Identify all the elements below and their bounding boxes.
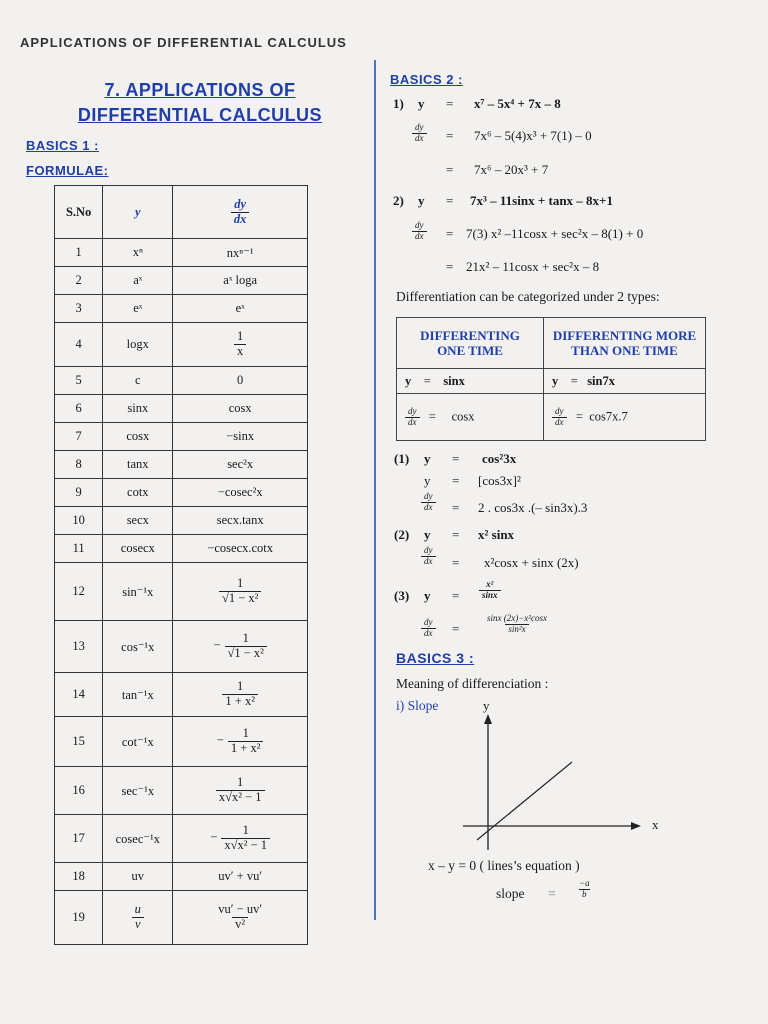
ex1-dy: dy [415, 122, 424, 132]
ex1-expr: x⁷ – 5x⁴ + 7x – 8 [474, 96, 561, 111]
ex1-y: y [418, 96, 425, 111]
row-function: sinx [103, 395, 173, 423]
row-number: 19 [55, 891, 103, 945]
table-row [55, 815, 308, 863]
table-row [55, 863, 308, 891]
row-derivative: nxⁿ⁻¹ [173, 239, 308, 267]
row-number: 9 [55, 479, 103, 507]
table-row [55, 717, 308, 767]
ex2-dydx [412, 221, 427, 242]
ex3c-frac: $\frac{\text{x²}}{\sin x}$ [479, 580, 501, 601]
row-derivative: 0 [173, 367, 308, 395]
ex3b-eq: = [452, 527, 460, 542]
ex3c-res: $\frac{\text{sinx (2x)−x²cosx}}{\text{sin²x}}$ [487, 613, 547, 634]
table-row [55, 891, 308, 945]
ex2-step2: 21x² – 11cosx + sec²x – 8 [466, 259, 600, 274]
ex3a-eq3: = [452, 500, 460, 515]
header-sno: S.No [55, 186, 103, 239]
title-line-2: DIFFERENTIAL CALCULUS [77, 105, 323, 125]
types-c2-eq: y = sin7x [544, 369, 706, 394]
ex2-eq3: = [446, 259, 454, 274]
ex2-expr: 7x³ – 11sinx + tanx – 8x+1 [470, 193, 613, 208]
x-axis-arrow [631, 822, 641, 830]
row-number: 2 [55, 267, 103, 295]
row-derivative: uv′ + vu′ [173, 863, 308, 891]
row-number: 11 [55, 535, 103, 563]
row-derivative: − $\frac{1}{\text{√1 − x²}}$ [173, 621, 308, 673]
table-row [55, 563, 308, 621]
row-derivative: $\frac{1}{\text{x√x² − 1}}$ [173, 767, 308, 815]
ex3b-res: x²cosx + sinx (2x) [484, 555, 579, 570]
ex1-eq3: = [446, 162, 454, 177]
ex1-label: 1) [393, 96, 404, 111]
header-dx: dx [231, 212, 250, 227]
row-number: 5 [55, 367, 103, 395]
row-number: 10 [55, 507, 103, 535]
ex3c-label: (3) [394, 588, 410, 603]
ex3a-res: 2 . cos3x .(– sin3x).3 [478, 500, 588, 515]
table-row [55, 267, 308, 295]
y-axis-arrow [484, 714, 492, 724]
types-c1-deriv: $\frac{dy}{dx}$ = cosx [397, 394, 544, 441]
row-derivative: aˣ loga [173, 267, 308, 295]
title-line-1: 7. APPLICATIONS OF [104, 80, 296, 100]
row-number: 4 [55, 323, 103, 367]
table-row [55, 295, 308, 323]
slope-fraction: $\frac{-a}{b}$ [579, 878, 590, 899]
ex1-dydx [412, 123, 427, 144]
types-col1-head: DIFFERENTING ONE TIME [397, 318, 544, 369]
ex3c-y: y [424, 588, 431, 603]
ex2-step1: 7(3) x² –11cosx + sec²x – 8(1) + 0 [466, 226, 644, 241]
row-number: 1 [55, 239, 103, 267]
row-number: 15 [55, 717, 103, 767]
row-number: 7 [55, 423, 103, 451]
table-row [55, 239, 308, 267]
ex2-eq: = [446, 193, 454, 208]
row-number: 3 [55, 295, 103, 323]
row-function: cosec⁻¹x [103, 815, 173, 863]
row-derivative: $\frac{1}{\text{1 + x²}}$ [173, 673, 308, 717]
row-function: $\frac{u}{v}$ [103, 891, 173, 945]
ex1-dx: dx [412, 133, 427, 144]
row-function: aˣ [103, 267, 173, 295]
line-equation: x – y = 0 ( lines’s equation ) [428, 858, 580, 873]
ex1-eq2: = [446, 128, 454, 143]
row-derivative: − $\frac{1}{\text{1 + x²}}$ [173, 717, 308, 767]
row-derivative: eˣ [173, 295, 308, 323]
table-row [55, 479, 308, 507]
row-number: 14 [55, 673, 103, 717]
ex2-label: 2) [393, 193, 404, 208]
ex3a-eq2: = [452, 473, 460, 488]
ex3c-dydx: $\frac{dy}{dx}$ [421, 618, 436, 639]
slope-label: slope [496, 886, 525, 901]
row-function: c [103, 367, 173, 395]
row-function: cos⁻¹x [103, 621, 173, 673]
row-number: 16 [55, 767, 103, 815]
row-derivative: $\frac{1}{\text{√1 − x²}}$ [173, 563, 308, 621]
row-derivative: sec²x [173, 451, 308, 479]
line-plot [477, 762, 572, 840]
page-header-strip: APPLICATIONS OF DIFFERENTIAL CALCULUS [20, 35, 347, 50]
table-row [55, 621, 308, 673]
row-function: cosecx [103, 535, 173, 563]
row-function: uv [103, 863, 173, 891]
row-function: logx [103, 323, 173, 367]
axis-x-label: x [652, 817, 659, 832]
column-divider [374, 60, 376, 920]
ex3a-y: y [424, 451, 431, 466]
page-title [35, 78, 365, 128]
basics3-meaning: Meaning of differenciation : [396, 676, 549, 691]
table-row [55, 367, 308, 395]
row-derivative: − $\frac{1}{\text{x√x² − 1}}$ [173, 815, 308, 863]
formula-table-header [55, 186, 308, 239]
row-number: 6 [55, 395, 103, 423]
ex1-eq: = [446, 96, 454, 111]
row-function: secx [103, 507, 173, 535]
header-dydx-fraction [231, 198, 250, 227]
ex3c-eq: = [452, 588, 460, 603]
ex2-y: y [418, 193, 425, 208]
table-row [55, 535, 308, 563]
ex3b-label: (2) [394, 527, 410, 542]
ex3a-label: (1) [394, 451, 410, 466]
row-number: 17 [55, 815, 103, 863]
row-function: tanx [103, 451, 173, 479]
row-number: 18 [55, 863, 103, 891]
row-function: xⁿ [103, 239, 173, 267]
ex3a-y2: y [424, 473, 431, 488]
ex2-eq2: = [446, 226, 454, 241]
row-function: cotx [103, 479, 173, 507]
table-row [55, 395, 308, 423]
ex3b-dydx: $\frac{dy}{dx}$ [421, 546, 436, 567]
formula-table [54, 185, 308, 945]
table-row [55, 423, 308, 451]
ex3b-expr: x² sinx [478, 527, 515, 542]
types-table [396, 317, 706, 441]
header-dy: dy [234, 196, 247, 211]
ex1-step2: 7x⁶ – 20x³ + 7 [474, 162, 549, 177]
table-row [55, 673, 308, 717]
ex2-dx: dx [412, 231, 427, 242]
table-row [55, 451, 308, 479]
ex3c-eq2: = [452, 621, 460, 636]
row-number: 8 [55, 451, 103, 479]
axis-y-label: y [483, 698, 490, 713]
row-derivative: cosx [173, 395, 308, 423]
table-row [55, 507, 308, 535]
formulae-heading: FORMULAE: [26, 163, 109, 178]
row-number: 12 [55, 563, 103, 621]
basics1-heading: BASICS 1 : [26, 138, 99, 153]
row-derivative: secx.tanx [173, 507, 308, 535]
row-derivative: −cosec²x [173, 479, 308, 507]
row-derivative: −cosecx.cotx [173, 535, 308, 563]
row-function: cot⁻¹x [103, 717, 173, 767]
basics2-heading: BASICS 2 : [390, 72, 463, 87]
row-function: cosx [103, 423, 173, 451]
basics3-slope-item: i) Slope [396, 698, 439, 713]
ex3b-eq2: = [452, 555, 460, 570]
ex3a-eq: = [452, 451, 460, 466]
row-function: sec⁻¹x [103, 767, 173, 815]
row-derivative: −sinx [173, 423, 308, 451]
ex3a-line2: [cos3x]² [478, 473, 521, 488]
ex3a-dydx: $\frac{dy}{dx}$ [421, 492, 436, 513]
table-row [55, 767, 308, 815]
ex3a-expr: cos²3x [482, 451, 517, 466]
row-number: 13 [55, 621, 103, 673]
row-function: sin⁻¹x [103, 563, 173, 621]
ex3b-y: y [424, 527, 431, 542]
row-derivative: $\frac{1}{x}$ [173, 323, 308, 367]
types-c1-eq: y = sinx [397, 369, 544, 394]
slope-eq: = [548, 886, 556, 901]
types-col2-head: DIFFERENTING MORE THAN ONE TIME [544, 318, 706, 369]
header-y: y [103, 186, 173, 239]
row-derivative: $\frac{vu' - uv'}{\text{v²}}$ [173, 891, 308, 945]
types-text: Differentiation can be categorized under 2 types: [396, 289, 660, 304]
row-function: eˣ [103, 295, 173, 323]
ex2-dy: dy [415, 220, 424, 230]
table-row [55, 323, 308, 367]
header-derivative [173, 186, 308, 239]
types-c2-deriv: $\frac{dy}{dx}$ = cos7x.7 [544, 394, 706, 441]
basics3-heading: BASICS 3 : [396, 650, 475, 666]
row-function: tan⁻¹x [103, 673, 173, 717]
ex1-step1: 7x⁶ – 5(4)x³ + 7(1) – 0 [474, 128, 592, 143]
slope-graph [455, 700, 645, 860]
